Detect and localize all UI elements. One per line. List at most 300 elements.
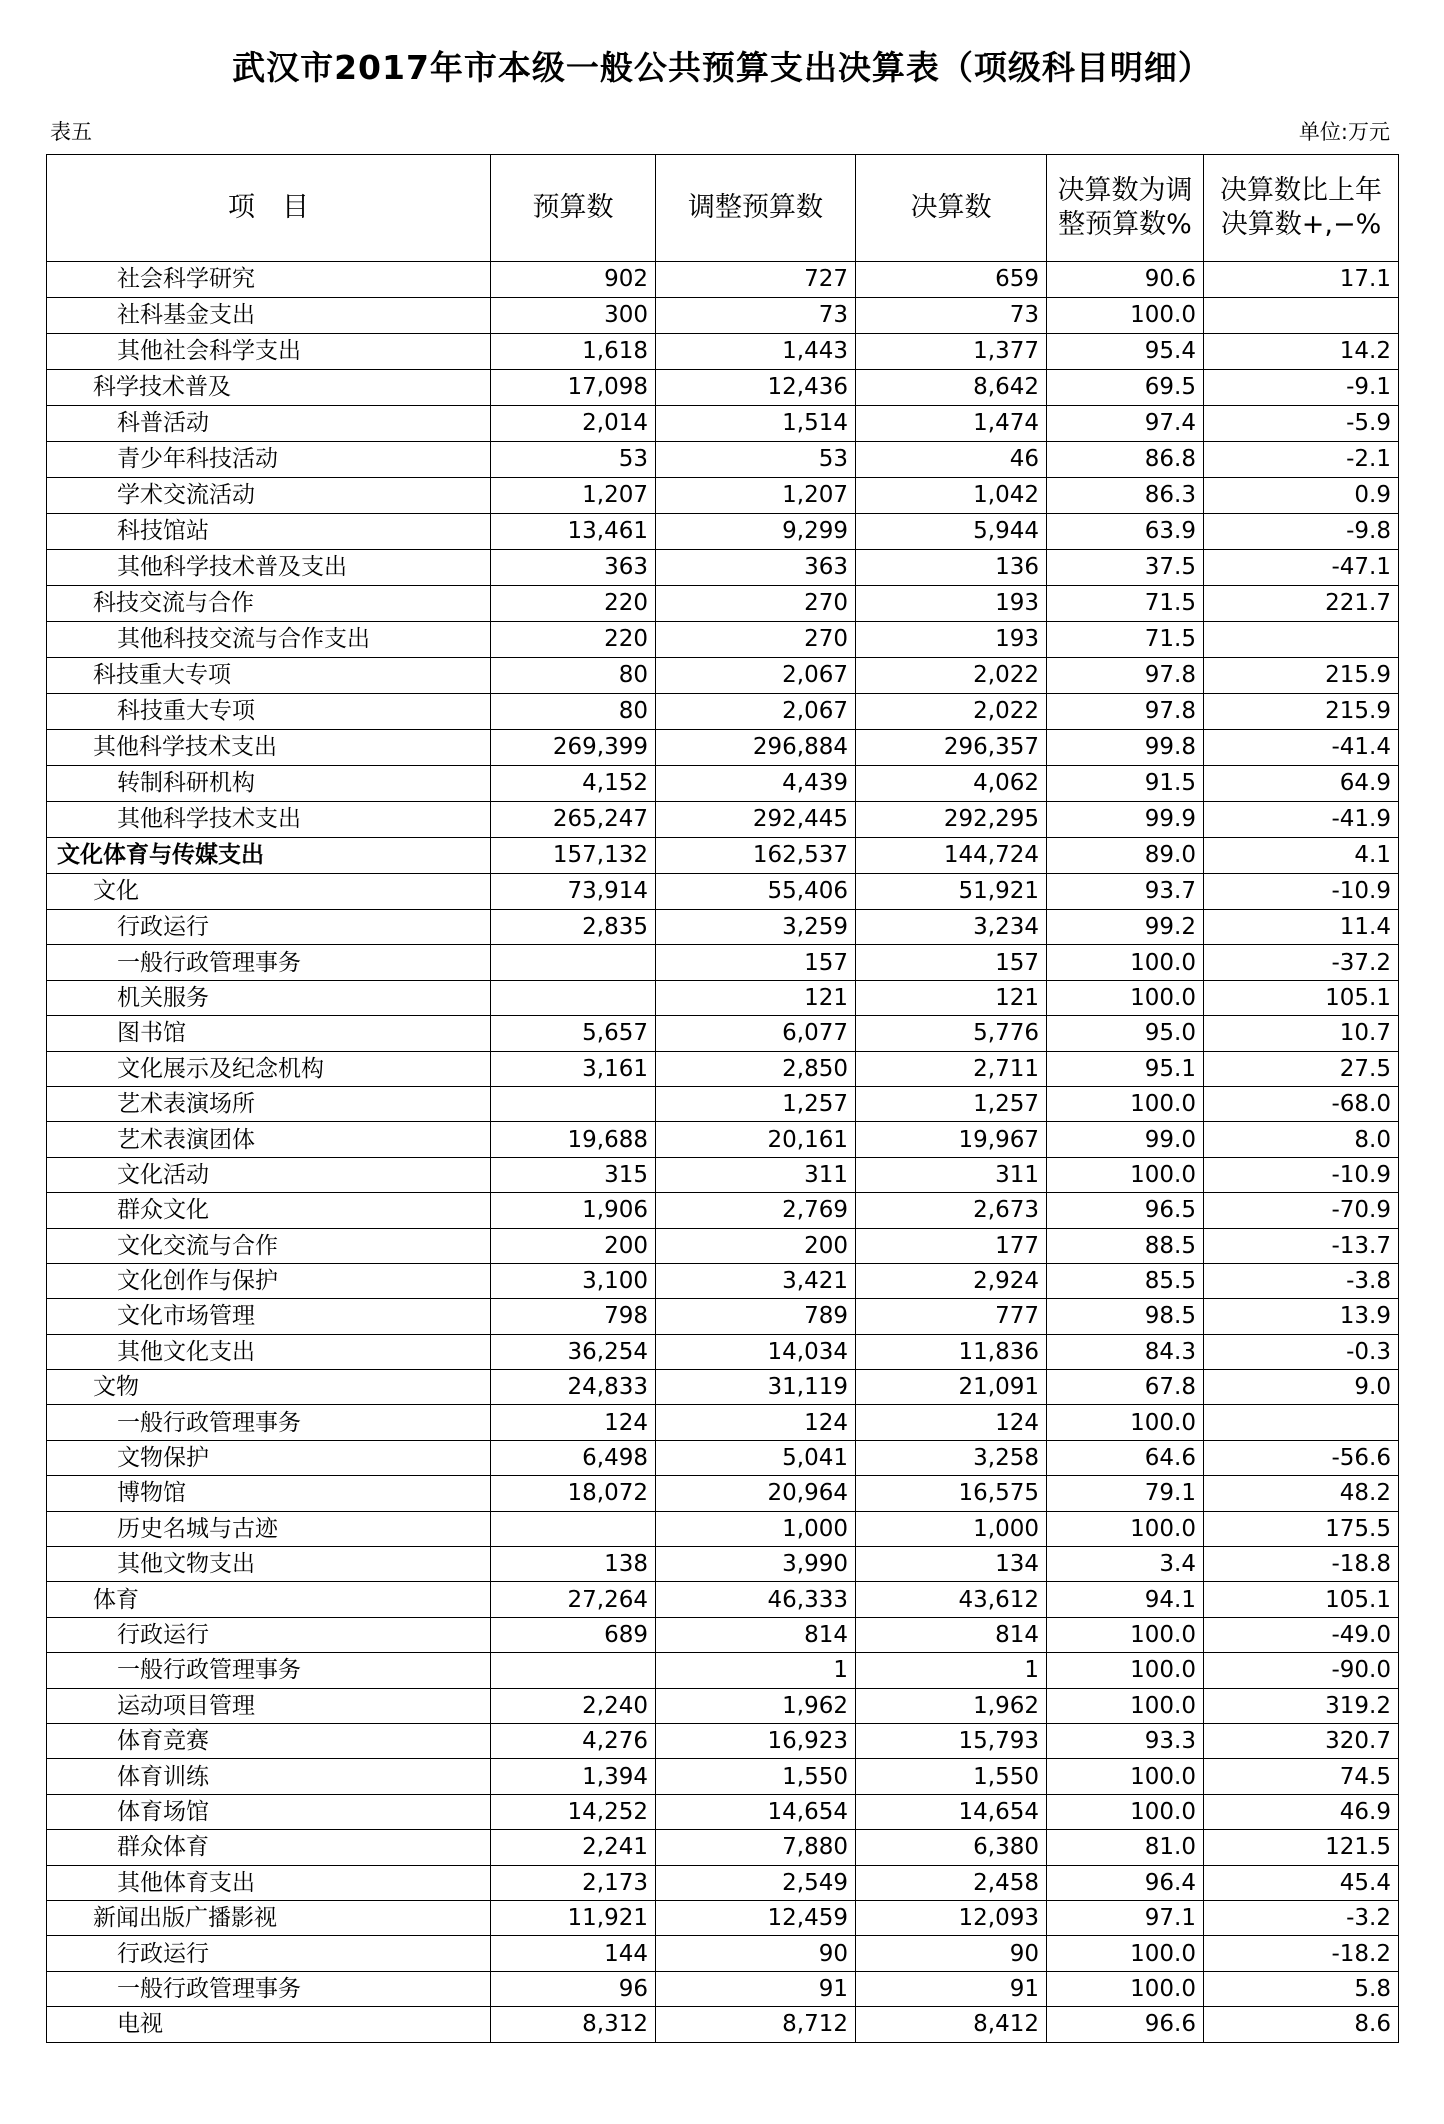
table-row [47, 262, 1399, 298]
final-pct-cell: 100.0 [1047, 1086, 1204, 1121]
final-pct-cell: 71.5 [1047, 586, 1204, 622]
final-pct-cell: 100.0 [1047, 1157, 1204, 1192]
yoy-change-cell: 8.0 [1204, 1122, 1399, 1157]
budget-cell: 2,173 [491, 1865, 656, 1900]
yoy-change-cell: 5.8 [1204, 1971, 1399, 2006]
final-cell: 51,921 [856, 874, 1047, 910]
final-cell: 2,673 [856, 1193, 1047, 1228]
final-cell: 4,062 [856, 766, 1047, 802]
yoy-change-cell [1204, 298, 1399, 334]
budget-cell: 1,906 [491, 1193, 656, 1228]
table-row [47, 1582, 1399, 1617]
item-name-cell: 电视 [47, 2007, 491, 2042]
yoy-change-cell: -18.8 [1204, 1547, 1399, 1582]
item-name-cell: 社科基金支出 [47, 298, 491, 334]
adjusted-budget-cell: 292,445 [656, 802, 856, 838]
table-row [47, 1830, 1399, 1865]
final-cell: 2,022 [856, 694, 1047, 730]
final-pct-cell: 71.5 [1047, 622, 1204, 658]
item-name-cell: 其他科学技术支出 [47, 802, 491, 838]
item-name-cell: 行政运行 [47, 1617, 491, 1652]
budget-cell: 315 [491, 1157, 656, 1192]
budget-cell: 2,014 [491, 406, 656, 442]
table-row [47, 1936, 1399, 1971]
final-cell: 3,258 [856, 1440, 1047, 1475]
table-row [47, 514, 1399, 550]
final-pct-cell: 100.0 [1047, 1794, 1204, 1829]
final-cell: 21,091 [856, 1370, 1047, 1405]
yoy-change-cell: 215.9 [1204, 694, 1399, 730]
table-row [47, 1971, 1399, 2006]
adjusted-budget-cell: 727 [656, 262, 856, 298]
final-pct-cell: 100.0 [1047, 1405, 1204, 1440]
yoy-change-cell: 64.9 [1204, 766, 1399, 802]
final-cell: 2,022 [856, 658, 1047, 694]
item-name-cell: 科普活动 [47, 406, 491, 442]
final-cell: 1,377 [856, 334, 1047, 370]
yoy-change-cell: 4.1 [1204, 838, 1399, 874]
budget-cell [491, 1086, 656, 1121]
yoy-change-cell: -13.7 [1204, 1228, 1399, 1263]
final-cell: 292,295 [856, 802, 1047, 838]
item-name-cell: 科技重大专项 [47, 658, 491, 694]
table-row [47, 1334, 1399, 1369]
adjusted-budget-cell: 9,299 [656, 514, 856, 550]
item-name-cell: 转制科研机构 [47, 766, 491, 802]
final-pct-cell: 96.6 [1047, 2007, 1204, 2042]
table-row [47, 1547, 1399, 1582]
adjusted-budget-cell: 5,041 [656, 1440, 856, 1475]
adjusted-budget-cell: 12,459 [656, 1900, 856, 1935]
table-row [47, 694, 1399, 730]
final-pct-cell: 96.5 [1047, 1193, 1204, 1228]
final-pct-cell: 81.0 [1047, 1830, 1204, 1865]
final-cell: 193 [856, 586, 1047, 622]
final-pct-cell: 99.8 [1047, 730, 1204, 766]
final-cell: 5,944 [856, 514, 1047, 550]
budget-cell: 2,835 [491, 910, 656, 945]
budget-cell: 4,152 [491, 766, 656, 802]
unit-label: 单位:万元 [1298, 120, 1390, 144]
table-header-row [47, 155, 1399, 262]
table-row [47, 1511, 1399, 1546]
adjusted-budget-cell: 14,034 [656, 1334, 856, 1369]
item-name-cell: 文化市场管理 [47, 1299, 491, 1334]
budget-cell: 157,132 [491, 838, 656, 874]
final-cell: 814 [856, 1617, 1047, 1652]
budget-cell: 1,207 [491, 478, 656, 514]
budget-cell: 124 [491, 1405, 656, 1440]
final-pct-cell: 98.5 [1047, 1299, 1204, 1334]
item-name-cell: 文物保护 [47, 1440, 491, 1475]
budget-cell: 4,276 [491, 1723, 656, 1758]
adjusted-budget-cell: 73 [656, 298, 856, 334]
table-row [47, 1723, 1399, 1758]
final-pct-cell: 97.4 [1047, 406, 1204, 442]
adjusted-budget-cell: 2,067 [656, 658, 856, 694]
budget-cell: 2,240 [491, 1688, 656, 1723]
adjusted-budget-cell: 3,421 [656, 1263, 856, 1298]
budget-cell: 689 [491, 1617, 656, 1652]
item-name-cell: 行政运行 [47, 910, 491, 945]
table-row [47, 1405, 1399, 1440]
yoy-change-cell: 74.5 [1204, 1759, 1399, 1794]
adjusted-budget-cell: 4,439 [656, 766, 856, 802]
item-name-cell: 一般行政管理事务 [47, 1653, 491, 1688]
budget-cell: 13,461 [491, 514, 656, 550]
table-row [47, 1900, 1399, 1935]
final-cell: 2,711 [856, 1051, 1047, 1086]
budget-cell: 36,254 [491, 1334, 656, 1369]
final-cell: 15,793 [856, 1723, 1047, 1758]
budget-cell: 19,688 [491, 1122, 656, 1157]
budget-cell: 144 [491, 1936, 656, 1971]
item-name-cell: 群众文化 [47, 1193, 491, 1228]
yoy-change-cell: 215.9 [1204, 658, 1399, 694]
item-name-cell: 其他科技交流与合作支出 [47, 622, 491, 658]
final-cell: 296,357 [856, 730, 1047, 766]
item-name-cell: 其他科学技术普及支出 [47, 550, 491, 586]
item-name-cell: 科技交流与合作 [47, 586, 491, 622]
final-pct-cell: 100.0 [1047, 1653, 1204, 1688]
budget-cell: 53 [491, 442, 656, 478]
final-pct-cell: 100.0 [1047, 1511, 1204, 1546]
adjusted-budget-cell: 7,880 [656, 1830, 856, 1865]
adjusted-budget-cell: 814 [656, 1617, 856, 1652]
item-name-cell: 其他体育支出 [47, 1865, 491, 1900]
final-pct-cell: 89.0 [1047, 838, 1204, 874]
table-row [47, 838, 1399, 874]
final-cell: 1,962 [856, 1688, 1047, 1723]
final-pct-cell: 37.5 [1047, 550, 1204, 586]
yoy-change-cell [1204, 622, 1399, 658]
final-pct-cell: 63.9 [1047, 514, 1204, 550]
item-name-cell: 文化展示及纪念机构 [47, 1051, 491, 1086]
budget-cell: 902 [491, 262, 656, 298]
item-name-cell: 博物馆 [47, 1476, 491, 1511]
final-cell: 14,654 [856, 1794, 1047, 1829]
adjusted-budget-cell: 1,514 [656, 406, 856, 442]
table-row [47, 945, 1399, 980]
final-cell: 157 [856, 945, 1047, 980]
table-row [47, 550, 1399, 586]
yoy-change-cell: -41.4 [1204, 730, 1399, 766]
item-name-cell: 运动项目管理 [47, 1688, 491, 1723]
budget-cell: 73,914 [491, 874, 656, 910]
adjusted-budget-cell: 200 [656, 1228, 856, 1263]
item-name-cell: 群众体育 [47, 1830, 491, 1865]
item-name-cell: 其他社会科学支出 [47, 334, 491, 370]
final-pct-cell: 88.5 [1047, 1228, 1204, 1263]
yoy-change-cell: 11.4 [1204, 910, 1399, 945]
final-pct-cell: 97.1 [1047, 1900, 1204, 1935]
final-pct-cell: 69.5 [1047, 370, 1204, 406]
adjusted-budget-cell: 1,257 [656, 1086, 856, 1121]
adjusted-budget-cell: 157 [656, 945, 856, 980]
item-name-cell: 一般行政管理事务 [47, 945, 491, 980]
final-pct-cell: 79.1 [1047, 1476, 1204, 1511]
item-name-cell: 新闻出版广播影视 [47, 1900, 491, 1935]
item-name-cell: 青少年科技活动 [47, 442, 491, 478]
final-pct-cell: 85.5 [1047, 1263, 1204, 1298]
adjusted-budget-cell: 46,333 [656, 1582, 856, 1617]
item-name-cell: 体育竞赛 [47, 1723, 491, 1758]
yoy-change-cell: -10.9 [1204, 1157, 1399, 1192]
final-cell: 659 [856, 262, 1047, 298]
budget-cell: 6,498 [491, 1440, 656, 1475]
budget-cell: 220 [491, 586, 656, 622]
yoy-change-cell: -49.0 [1204, 1617, 1399, 1652]
adjusted-budget-cell: 121 [656, 980, 856, 1015]
table-row [47, 1016, 1399, 1051]
final-pct-cell: 99.9 [1047, 802, 1204, 838]
yoy-change-cell: -5.9 [1204, 406, 1399, 442]
table-row [47, 874, 1399, 910]
final-pct-cell: 99.2 [1047, 910, 1204, 945]
budget-cell: 14,252 [491, 1794, 656, 1829]
budget-cell: 798 [491, 1299, 656, 1334]
item-name-cell: 学术交流活动 [47, 478, 491, 514]
adjusted-budget-cell: 124 [656, 1405, 856, 1440]
table-row [47, 1086, 1399, 1121]
item-name-cell: 社会科学研究 [47, 262, 491, 298]
item-name-cell: 文化交流与合作 [47, 1228, 491, 1263]
header-adjusted-budget: 调整预算数 [656, 155, 856, 262]
adjusted-budget-cell: 31,119 [656, 1370, 856, 1405]
item-name-cell: 文化创作与保护 [47, 1263, 491, 1298]
table-row [47, 766, 1399, 802]
adjusted-budget-cell: 363 [656, 550, 856, 586]
table-row [47, 658, 1399, 694]
item-name-cell: 行政运行 [47, 1936, 491, 1971]
final-pct-cell: 100.0 [1047, 1936, 1204, 1971]
adjusted-budget-cell: 20,964 [656, 1476, 856, 1511]
budget-cell: 2,241 [491, 1830, 656, 1865]
final-cell: 1,257 [856, 1086, 1047, 1121]
adjusted-budget-cell: 270 [656, 622, 856, 658]
header-yoy-change: 决算数比上年决算数+,−% [1204, 155, 1399, 262]
yoy-change-cell: -9.1 [1204, 370, 1399, 406]
final-pct-cell: 99.0 [1047, 1122, 1204, 1157]
document-title: 武汉市2017年市本级一般公共预算支出决算表（项级科目明细） [232, 48, 1212, 87]
table-row [47, 586, 1399, 622]
item-name-cell: 文化活动 [47, 1157, 491, 1192]
yoy-change-cell: -90.0 [1204, 1653, 1399, 1688]
item-name-cell: 体育场馆 [47, 1794, 491, 1829]
final-pct-cell: 100.0 [1047, 1971, 1204, 2006]
final-cell: 6,380 [856, 1830, 1047, 1865]
budget-cell: 80 [491, 658, 656, 694]
final-pct-cell: 97.8 [1047, 658, 1204, 694]
item-name-cell: 科学技术普及 [47, 370, 491, 406]
table-row [47, 1794, 1399, 1829]
final-cell: 177 [856, 1228, 1047, 1263]
final-cell: 134 [856, 1547, 1047, 1582]
adjusted-budget-cell: 90 [656, 1936, 856, 1971]
table-row [47, 298, 1399, 334]
final-cell: 8,642 [856, 370, 1047, 406]
item-name-cell: 历史名城与古迹 [47, 1511, 491, 1546]
budget-cell: 1,394 [491, 1759, 656, 1794]
yoy-change-cell: 27.5 [1204, 1051, 1399, 1086]
final-cell: 193 [856, 622, 1047, 658]
budget-table [46, 154, 1399, 2043]
final-pct-cell: 95.0 [1047, 1016, 1204, 1051]
table-row [47, 980, 1399, 1015]
yoy-change-cell: -3.8 [1204, 1263, 1399, 1298]
adjusted-budget-cell: 1,550 [656, 1759, 856, 1794]
yoy-change-cell: 319.2 [1204, 1688, 1399, 1723]
table-row [47, 1759, 1399, 1794]
final-cell: 2,458 [856, 1865, 1047, 1900]
table-row [47, 1617, 1399, 1652]
budget-cell: 3,100 [491, 1263, 656, 1298]
budget-cell: 220 [491, 622, 656, 658]
item-name-cell: 文化体育与传媒支出 [47, 838, 491, 874]
table-row [47, 1653, 1399, 1688]
item-name-cell: 一般行政管理事务 [47, 1971, 491, 2006]
budget-cell: 80 [491, 694, 656, 730]
yoy-change-cell [1204, 1405, 1399, 1440]
budget-cell: 363 [491, 550, 656, 586]
final-cell: 1,550 [856, 1759, 1047, 1794]
yoy-change-cell: -70.9 [1204, 1193, 1399, 1228]
table-row [47, 1476, 1399, 1511]
budget-cell: 1,618 [491, 334, 656, 370]
budget-cell [491, 945, 656, 980]
table-row [47, 1688, 1399, 1723]
final-pct-cell: 91.5 [1047, 766, 1204, 802]
final-cell: 12,093 [856, 1900, 1047, 1935]
table-row [47, 370, 1399, 406]
final-cell: 43,612 [856, 1582, 1047, 1617]
budget-cell [491, 1511, 656, 1546]
final-cell: 91 [856, 1971, 1047, 2006]
final-cell: 11,836 [856, 1334, 1047, 1369]
table-row [47, 730, 1399, 766]
yoy-change-cell: -47.1 [1204, 550, 1399, 586]
final-cell: 1,474 [856, 406, 1047, 442]
adjusted-budget-cell: 12,436 [656, 370, 856, 406]
adjusted-budget-cell: 91 [656, 1971, 856, 2006]
table-number: 表五 [50, 120, 92, 144]
yoy-change-cell: -41.9 [1204, 802, 1399, 838]
final-pct-cell: 100.0 [1047, 1688, 1204, 1723]
final-cell: 121 [856, 980, 1047, 1015]
budget-cell: 96 [491, 1971, 656, 2006]
yoy-change-cell: 221.7 [1204, 586, 1399, 622]
final-pct-cell: 93.7 [1047, 874, 1204, 910]
yoy-change-cell: -56.6 [1204, 1440, 1399, 1475]
adjusted-budget-cell: 162,537 [656, 838, 856, 874]
item-name-cell: 艺术表演团体 [47, 1122, 491, 1157]
adjusted-budget-cell: 53 [656, 442, 856, 478]
table-row [47, 442, 1399, 478]
table-row [47, 1228, 1399, 1263]
item-name-cell: 科技馆站 [47, 514, 491, 550]
adjusted-budget-cell: 1,000 [656, 1511, 856, 1546]
table-row [47, 1157, 1399, 1192]
yoy-change-cell: -18.2 [1204, 1936, 1399, 1971]
adjusted-budget-cell: 1,443 [656, 334, 856, 370]
adjusted-budget-cell: 2,067 [656, 694, 856, 730]
adjusted-budget-cell: 14,654 [656, 1794, 856, 1829]
adjusted-budget-cell: 2,769 [656, 1193, 856, 1228]
adjusted-budget-cell: 2,549 [656, 1865, 856, 1900]
final-pct-cell: 100.0 [1047, 1759, 1204, 1794]
yoy-change-cell: -68.0 [1204, 1086, 1399, 1121]
yoy-change-cell: 175.5 [1204, 1511, 1399, 1546]
final-cell: 3,234 [856, 910, 1047, 945]
yoy-change-cell: 13.9 [1204, 1299, 1399, 1334]
final-cell: 19,967 [856, 1122, 1047, 1157]
budget-cell: 200 [491, 1228, 656, 1263]
final-cell: 1 [856, 1653, 1047, 1688]
yoy-change-cell: 0.9 [1204, 478, 1399, 514]
budget-cell: 27,264 [491, 1582, 656, 1617]
final-cell: 5,776 [856, 1016, 1047, 1051]
final-pct-cell: 95.4 [1047, 334, 1204, 370]
yoy-change-cell: 8.6 [1204, 2007, 1399, 2042]
final-pct-cell: 100.0 [1047, 298, 1204, 334]
item-name-cell: 文物 [47, 1370, 491, 1405]
yoy-change-cell: -3.2 [1204, 1900, 1399, 1935]
final-pct-cell: 86.8 [1047, 442, 1204, 478]
budget-cell: 5,657 [491, 1016, 656, 1051]
budget-cell: 11,921 [491, 1900, 656, 1935]
table-row [47, 1051, 1399, 1086]
item-name-cell: 机关服务 [47, 980, 491, 1015]
table-row [47, 1370, 1399, 1405]
table-row [47, 1193, 1399, 1228]
yoy-change-cell: 48.2 [1204, 1476, 1399, 1511]
final-cell: 1,000 [856, 1511, 1047, 1546]
budget-cell: 265,247 [491, 802, 656, 838]
adjusted-budget-cell: 789 [656, 1299, 856, 1334]
table-row [47, 1122, 1399, 1157]
final-cell: 144,724 [856, 838, 1047, 874]
budget-cell: 17,098 [491, 370, 656, 406]
budget-cell: 18,072 [491, 1476, 656, 1511]
final-pct-cell: 90.6 [1047, 262, 1204, 298]
header-item: 项 目 [47, 155, 491, 262]
item-name-cell: 文化 [47, 874, 491, 910]
table-row [47, 334, 1399, 370]
header-budget: 预算数 [491, 155, 656, 262]
adjusted-budget-cell: 2,850 [656, 1051, 856, 1086]
yoy-change-cell: 9.0 [1204, 1370, 1399, 1405]
adjusted-budget-cell: 296,884 [656, 730, 856, 766]
final-pct-cell: 84.3 [1047, 1334, 1204, 1369]
final-cell: 136 [856, 550, 1047, 586]
budget-cell: 8,312 [491, 2007, 656, 2042]
adjusted-budget-cell: 1,962 [656, 1688, 856, 1723]
item-name-cell: 其他文物支出 [47, 1547, 491, 1582]
table-row [47, 1865, 1399, 1900]
yoy-change-cell: 105.1 [1204, 1582, 1399, 1617]
budget-cell [491, 980, 656, 1015]
adjusted-budget-cell: 6,077 [656, 1016, 856, 1051]
budget-cell: 300 [491, 298, 656, 334]
table-row [47, 910, 1399, 945]
adjusted-budget-cell: 1,207 [656, 478, 856, 514]
final-pct-cell: 97.8 [1047, 694, 1204, 730]
yoy-change-cell: -2.1 [1204, 442, 1399, 478]
final-cell: 90 [856, 1936, 1047, 1971]
final-pct-cell: 67.8 [1047, 1370, 1204, 1405]
item-name-cell: 体育 [47, 1582, 491, 1617]
yoy-change-cell: 17.1 [1204, 262, 1399, 298]
